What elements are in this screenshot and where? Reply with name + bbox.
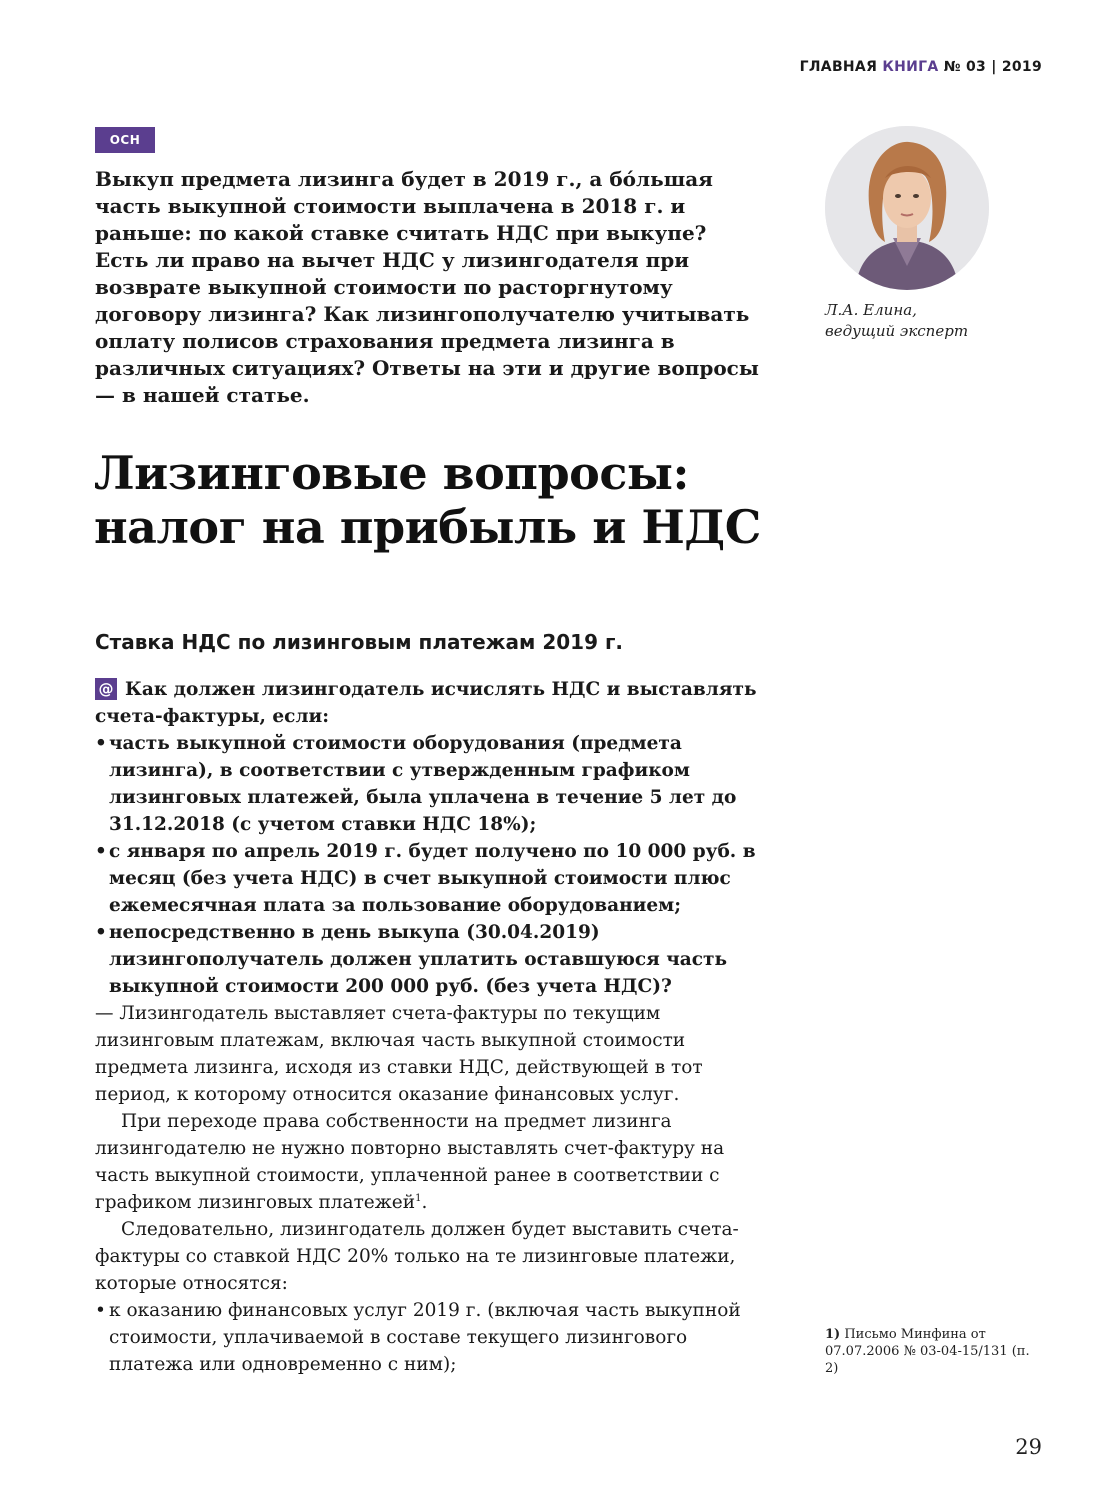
- answer-paragraph-1: — Лизингодатель выставляет счета-фактуры по текущим лизинговым платежам, включая часть выкупной стоимости предмета лизинга, исходя из ставки НДС, действующей в тот период, к которому относится оказание финансовых услуг.: [95, 1003, 703, 1105]
- lead-paragraph: Выкуп предмета лизинга будет в 2019 г., а бо́льшая часть выкупной стоимости выплачена в 2018 г. и раньше: по какой ставке считать НДС при выкупе? Есть ли право на вычет НДС у лизингодателя при возврате выкупной стоимости по расторгнутому договору лизинга? Как лизингополучателю учитывать оплату полисов страхования предмета лизинга в различных ситуациях? Ответы на эти и другие вопросы — в нашей статье.: [95, 167, 759, 407]
- answer-paragraph-2: [95, 1108, 775, 1216]
- list-item: • к оказанию финансовых услуг 2019 г. (включая часть выкупной стоимости, уплачиваемой в составе текущего лизингового платежа или одновременно с ним);: [95, 1297, 775, 1378]
- footnote-reference: 1: [415, 1192, 422, 1204]
- author-role: ведущий эксперт: [825, 322, 969, 340]
- at-question-icon: @: [95, 678, 117, 700]
- author-photo: [825, 126, 989, 290]
- list-item: • непосредственно в день выкупа (30.04.2019) лизингополучатель должен уплатить оставшуюся часть выкупной стоимости 200 000 руб. (без учета НДС)?: [95, 919, 775, 1000]
- title-line-2: налог на прибыль и НДС: [94, 500, 761, 554]
- question-text: Как должен лизингодатель исчислять НДС и выставлять счета-фактуры, если:: [95, 679, 757, 727]
- header-issue: № 03 | 2019: [943, 59, 1042, 75]
- answer-paragraph-2-end: .: [421, 1192, 428, 1213]
- footnote: [825, 1326, 1045, 1377]
- list-item: • с января по апрель 2019 г. будет получено по 10 000 руб. в месяц (без учета НДС) в счет выкупной стоимости плюс ежемесячная плата за пользование оборудованием;: [95, 838, 775, 919]
- header-word-book: КНИГА: [882, 59, 939, 75]
- article-body: [95, 676, 775, 1378]
- footnote-number: 1): [825, 1327, 841, 1342]
- author-caption: [825, 300, 968, 342]
- question-bullet-list: [95, 730, 775, 1000]
- answer-paragraph-2-text: При переходе права собственности на предмет лизинга лизингодателю не нужно повторно выставлять счет-фактуру на часть выкупной стоимости, уплаченной ранее в соответствии с графиком лизинговых платежей: [95, 1111, 725, 1213]
- article-title: [94, 446, 761, 554]
- answer-paragraph-3: Следовательно, лизингодатель должен будет выставить счета-фактуры со ставкой НДС 20% только на те лизинговые платежи, которые относятся:: [95, 1219, 739, 1294]
- header-word-main: ГЛАВНАЯ: [799, 59, 878, 75]
- author-name: Л.А. Елина,: [825, 301, 917, 319]
- section-heading: Ставка НДС по лизинговым платежам 2019 г.: [95, 630, 624, 654]
- category-tag: ОСН: [95, 127, 155, 153]
- page-number: 29: [1015, 1435, 1042, 1459]
- author-portrait-image: [825, 126, 989, 290]
- footnote-text: Письмо Минфина от 07.07.2006 № 03-04-15/131 (п. 2): [825, 1327, 1030, 1376]
- magazine-header: [800, 59, 1042, 75]
- answer-bullet-list: [95, 1297, 775, 1378]
- list-item: • часть выкупной стоимости оборудования (предмета лизинга), в соответствии с утвержденным графиком лизинговых платежей, была уплачена в течение 5 лет до 31.12.2018 (с учетом ставки НДС 18%);: [95, 730, 775, 838]
- title-line-1: Лизинговые вопросы:: [94, 446, 689, 500]
- question-paragraph: [95, 676, 775, 730]
